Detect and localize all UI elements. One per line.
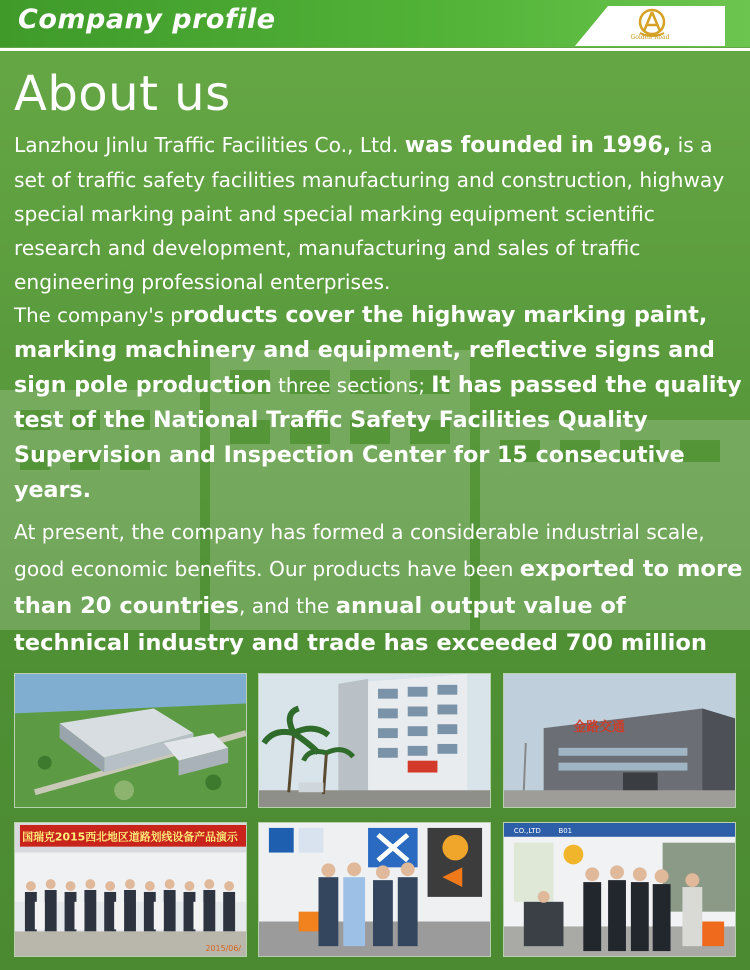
exhibition-booth-image	[259, 823, 490, 956]
about-us-heading: About us	[14, 66, 231, 122]
photo-aerial-factory	[14, 673, 247, 808]
intro-text-1: Lanzhou Jinlu Traffic Facilities Co., Ltd.	[14, 133, 405, 157]
logo-text: Golden Road	[630, 34, 670, 41]
group-banner-image	[15, 823, 246, 956]
factory-signboard-image	[504, 674, 735, 807]
about-us-text	[14, 128, 744, 699]
booth-number: B01	[558, 826, 573, 835]
booth-visitors-image	[504, 823, 735, 956]
photo-booth-visitors	[503, 822, 736, 957]
photo-factory-signboard	[503, 673, 736, 808]
intro-paragraph	[14, 128, 744, 299]
products-bold-1: roducts cover the highway marking paint, marking machinery and equipment, reflective signs and sign pole production	[14, 302, 715, 398]
scale-text-1: At present, the company has formed a considerable industrial scale, good economic benefits. Our products have been	[14, 520, 705, 581]
products-paragraph	[14, 298, 744, 508]
products-text-1: The company's p	[14, 304, 183, 327]
office-building-image	[259, 674, 490, 807]
scale-bold-1: exported to more than 20 countries	[14, 556, 743, 619]
products-text-2: three sections;	[271, 374, 432, 397]
signboard-text: 金路交通	[573, 720, 625, 736]
photo-date-stamp: 2015/06/	[205, 944, 242, 954]
banner-text: 国瑞克2015西北地区道路划线设备产品演示	[22, 830, 238, 844]
products-bold-2: It has passed the quality test of the National Traffic Safety Facilities Quality Supervision and Inspection Center for 15 consecutive years.	[14, 372, 742, 503]
scale-bold-2: annual output value of technical industry and trade has exceeded 700 million	[14, 593, 707, 656]
header-title: Company profile	[18, 4, 276, 35]
photo-exhibition-booth	[258, 822, 491, 957]
header-divider	[0, 48, 750, 51]
intro-bold-1: was founded in 1996,	[404, 133, 672, 158]
aerial-factory-image	[15, 674, 246, 807]
photo-group-banner	[14, 822, 247, 957]
photo-office-building	[258, 673, 491, 808]
intro-text-2: is a set of traffic safety facilities manufacturing and construction, highway special marking paint and special marking equipment scientific research and development, manufacturing and sales of traffic engineering professional enterprises.	[14, 133, 725, 294]
scale-text-2: , and the	[238, 594, 336, 618]
scale-paragraph	[14, 514, 744, 699]
booth-label: CO.,LTD	[513, 826, 541, 835]
